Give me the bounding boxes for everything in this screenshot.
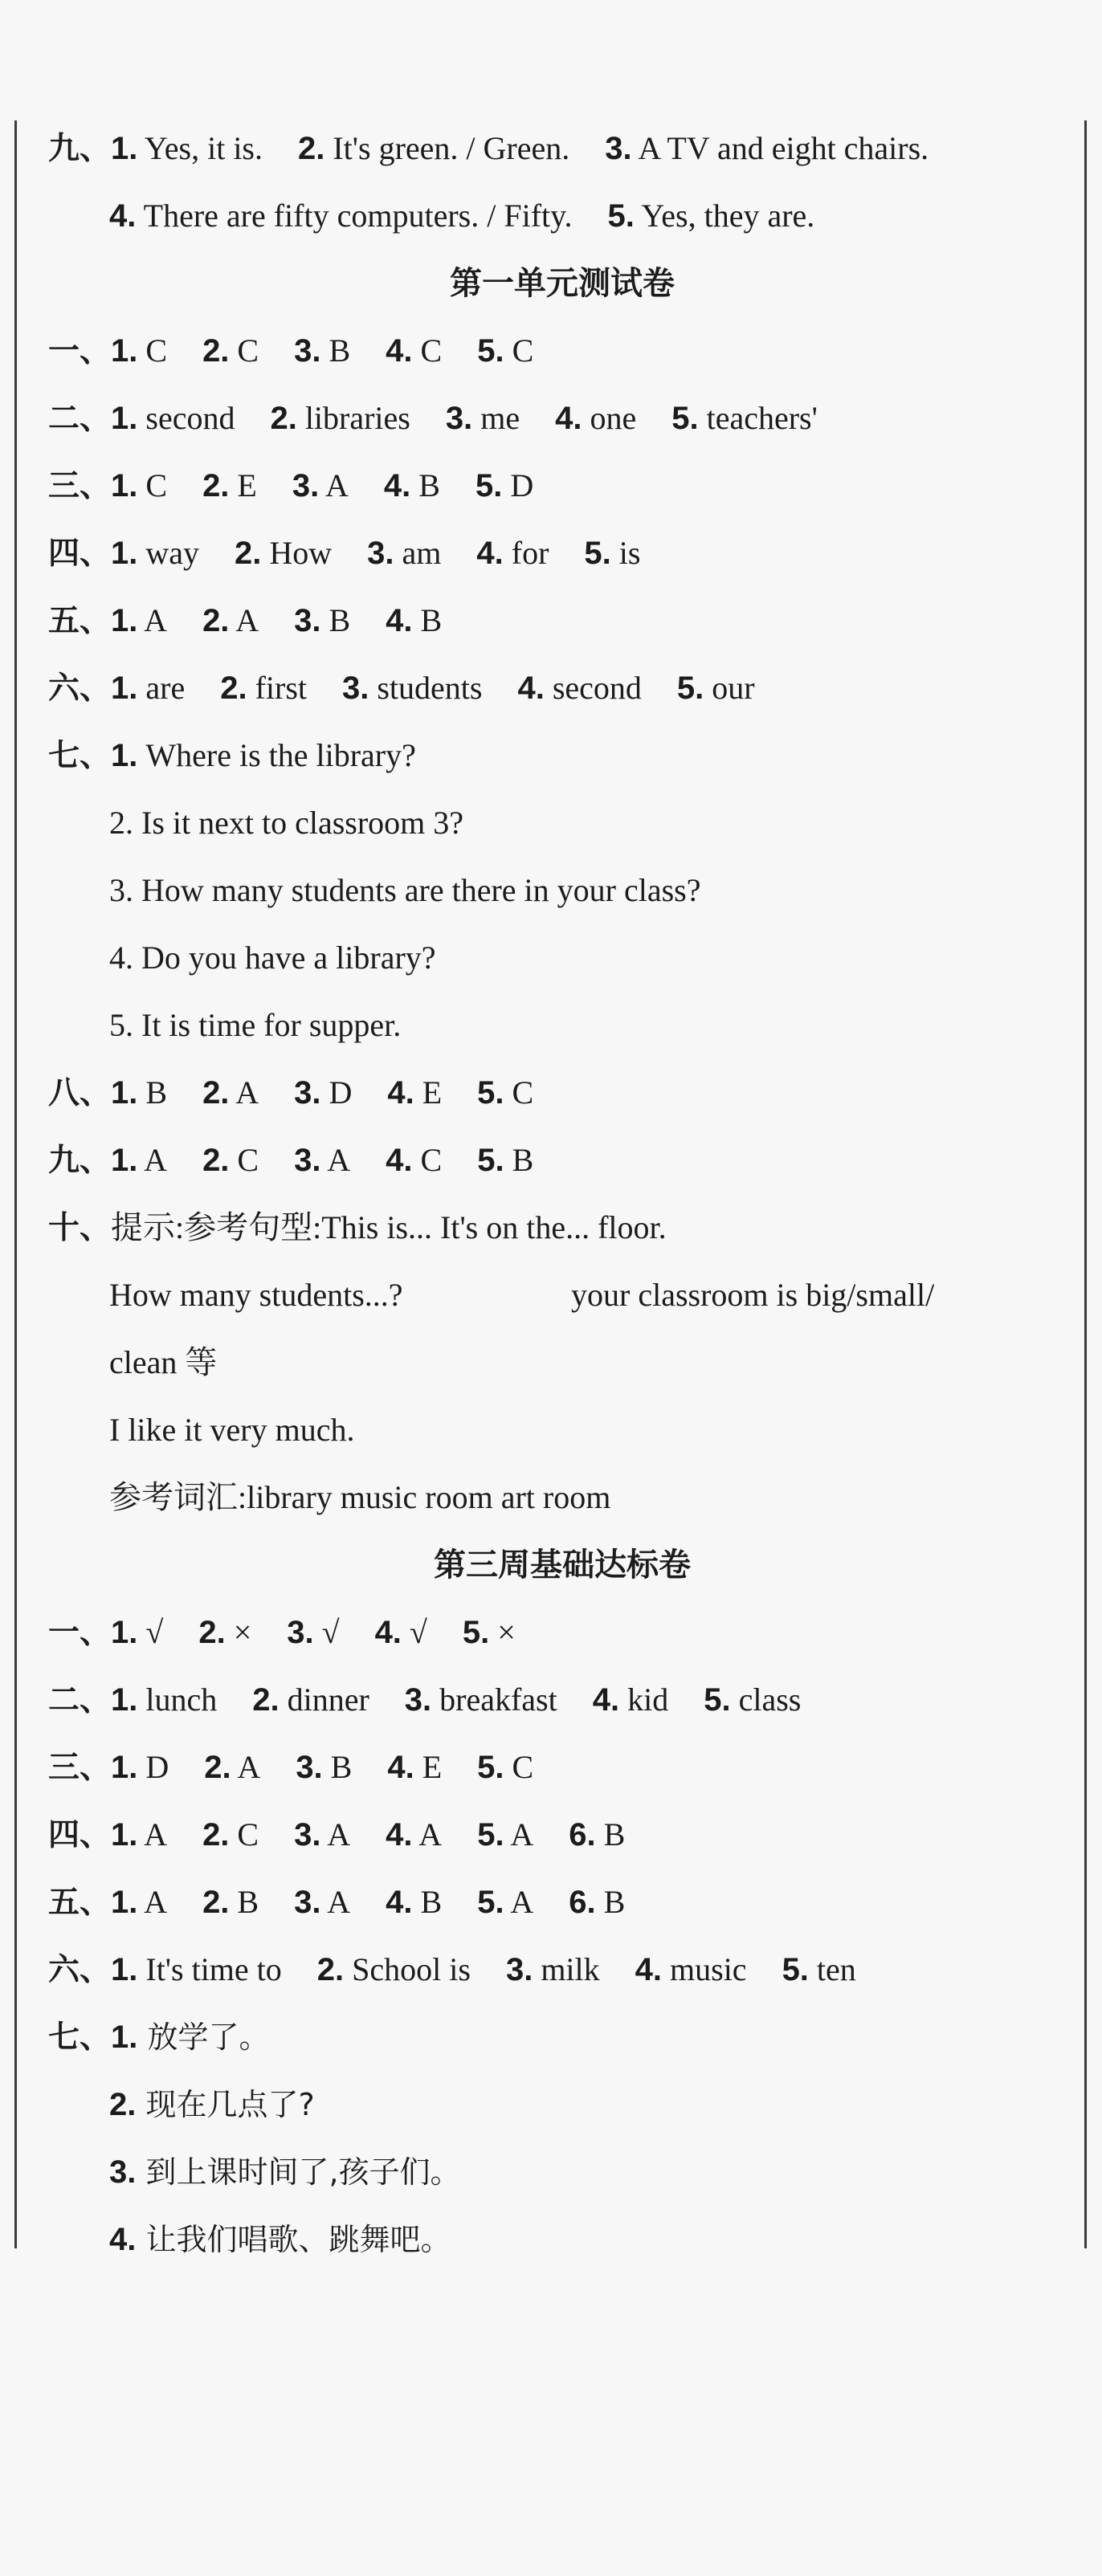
question-number: 1. (111, 670, 138, 706)
answer-text: second (544, 670, 642, 706)
question-number: 4. (476, 536, 504, 571)
week3-section-7-line1 (48, 2017, 269, 2058)
section-label: 八、 (48, 1075, 112, 1111)
answer-text: √ (313, 1614, 340, 1650)
answer-text: C (137, 332, 168, 369)
answer-text: C (504, 1749, 534, 1785)
question-number: 3. (294, 333, 321, 369)
question-number: 5. (477, 1075, 504, 1111)
section-label: 十、 (48, 1210, 112, 1246)
question-number: 2. (316, 1952, 345, 1987)
answer-item (111, 601, 167, 641)
question-number: 1. (111, 468, 138, 503)
question-number: 4. (386, 1143, 413, 1178)
section-label: 四、 (48, 536, 112, 572)
unit1-section-10-line1 (48, 1208, 667, 1249)
answer-text: is (610, 535, 641, 571)
question-number: 1. (111, 1143, 138, 1178)
section-label: 七、 (48, 2020, 112, 2056)
question-number: 1. (111, 536, 138, 571)
answer-item (446, 398, 520, 438)
unit1-section-8 (48, 1073, 533, 1114)
question-number: 3. (404, 1682, 432, 1718)
question-number: 4. (386, 1885, 413, 1920)
question-number: 1. (111, 1750, 138, 1785)
week3-section-7-line2 (109, 2085, 315, 2125)
answer-text: class (730, 1681, 802, 1718)
unit1-section-10-line3: clean 等 (109, 1344, 218, 1380)
answer-item (477, 331, 533, 371)
week3-section-4 (48, 1815, 625, 1856)
answer-item (477, 1815, 533, 1855)
question-number: 5. (477, 333, 504, 369)
top-section-9-line2 (109, 196, 814, 236)
question-number: 5. (676, 670, 704, 706)
section-label: 五、 (48, 1885, 112, 1921)
unit1-section-6 (48, 668, 755, 709)
answer-item (294, 1815, 350, 1855)
answer-text: School is (344, 1951, 471, 1987)
answer-item (477, 1747, 533, 1787)
question-number: 5. (477, 1750, 504, 1785)
answer-text: 提示:参考句型:This is... It's on the... floor. (111, 1209, 667, 1245)
section-label: 二、 (48, 1682, 112, 1718)
answer-text: ten (808, 1951, 856, 1987)
answer-text: B (320, 602, 351, 638)
question-number: 4. (386, 1817, 413, 1853)
question-number: 4. (387, 1750, 414, 1785)
unit1-section-10-line2 (109, 1275, 1073, 1315)
answer-text: A (320, 1142, 351, 1178)
question-number: 2. (220, 670, 247, 706)
answer-item (477, 1073, 533, 1113)
answer-text: A TV and eight chairs. (631, 130, 929, 166)
answer-item (386, 1815, 442, 1855)
answer-text: me (472, 400, 520, 436)
week3-section-5 (48, 1882, 625, 1923)
answer-item (111, 1950, 282, 1990)
question-number: 6. (569, 1885, 596, 1920)
answer-item (202, 1073, 259, 1113)
top-section-9-line1 (48, 128, 929, 169)
answer-text: milk (533, 1951, 600, 1987)
answer-text: D (137, 1749, 169, 1785)
question-number: 5. (671, 401, 699, 436)
week3-section-7-line4 (109, 2219, 451, 2260)
answer-item (111, 1073, 167, 1113)
answer-item (342, 668, 482, 708)
answer-item (386, 1882, 442, 1922)
unit1-section-7-line2: 2. Is it next to classroom 3? (109, 805, 464, 841)
answer-item (477, 1882, 533, 1922)
question-number: 2. (235, 536, 262, 571)
answer-text: C (137, 467, 168, 503)
answer-item (220, 668, 307, 708)
week3-section-7-line3 (109, 2152, 461, 2192)
answer-text: for (503, 535, 549, 571)
answer-text: A (320, 1816, 351, 1853)
unit1-section-2 (48, 398, 818, 439)
answer-item (111, 1140, 167, 1180)
question-number: 2. (202, 1817, 230, 1853)
answer-text: B (320, 332, 351, 369)
answer-item (292, 466, 349, 506)
answer-text: lunch (137, 1681, 218, 1718)
answer-text: √ (401, 1614, 427, 1650)
answer-item (375, 1612, 427, 1653)
answer-item (202, 331, 259, 371)
question-number: 5. (782, 1952, 809, 1987)
question-number: 1. (111, 738, 138, 773)
answer-text: A (137, 1884, 168, 1920)
question-number: 4. (635, 1952, 663, 1987)
question-number: 3. (445, 401, 473, 436)
answer-text: √ (137, 1614, 164, 1650)
question-number: 4. (592, 1682, 620, 1718)
section-label: 一、 (48, 333, 112, 369)
answer-text: B (504, 1142, 534, 1178)
question-number: 1. (111, 401, 138, 436)
answer-item (298, 128, 569, 169)
answer-text: A (229, 1074, 259, 1111)
answer-item (477, 1140, 533, 1180)
answer-text: C (504, 332, 534, 369)
answer-text: teachers' (698, 400, 818, 436)
question-number: 2. (202, 468, 230, 503)
unit1-section-7-line5: 5. It is time for supper. (109, 1007, 402, 1043)
answer-item (294, 1073, 352, 1113)
question-number: 2. (204, 1750, 231, 1785)
answer-text: C (229, 332, 259, 369)
answer-item (202, 601, 259, 641)
question-number: 4. (387, 1075, 414, 1111)
section-label: 三、 (48, 1750, 112, 1786)
week3-section-1 (48, 1612, 516, 1653)
question-number: 5. (584, 536, 611, 571)
answer-text: B (412, 602, 443, 638)
answer-text: Yes, it is. (137, 130, 263, 166)
answer-item (111, 1882, 167, 1922)
answer-text: second (137, 400, 235, 436)
answer-text: B (229, 1884, 259, 1920)
answer-text: It's green. / Green. (324, 130, 570, 166)
question-number: 4. (386, 333, 413, 369)
week3-section-3 (48, 1747, 533, 1788)
week3-title: 第三周基础达标卷 (434, 1547, 691, 1584)
answer-item (555, 398, 636, 438)
answer-text: 到上课时间了,孩子们。 (136, 2154, 461, 2190)
question-number: 3. (294, 1143, 321, 1178)
answer-text: D (320, 1074, 353, 1111)
question-number: 4. (109, 198, 137, 234)
answer-item (111, 398, 235, 438)
question-number: 1. (111, 2020, 138, 2055)
answer-item (476, 533, 549, 573)
question-number: 1. (111, 1817, 138, 1853)
unit1-section-10-line4: I like it very much. (109, 1412, 355, 1448)
question-number: 2. (270, 401, 297, 436)
unit1-section-7-line3: 3. How many students are there in your class? (109, 872, 701, 908)
answer-text: A (412, 1816, 443, 1853)
answer-text: × (489, 1614, 516, 1650)
answer-text: How many students...? (109, 1277, 403, 1313)
answer-item (235, 533, 332, 573)
answer-item (252, 1680, 369, 1720)
section-label: 二、 (48, 401, 112, 437)
answer-text: B (595, 1816, 626, 1853)
right-margin-rule (1084, 120, 1087, 2248)
answer-text: It's time to (137, 1951, 282, 1987)
unit1-section-1 (48, 331, 533, 372)
answer-item (584, 533, 640, 573)
answer-text: A (231, 1749, 261, 1785)
question-number: 5. (477, 1817, 504, 1853)
question-number: 2. (109, 2087, 137, 2122)
section-label: 五、 (48, 603, 112, 639)
answer-item (111, 128, 263, 169)
question-number: 3. (294, 1075, 321, 1111)
answer-item (111, 1680, 217, 1720)
answer-item (704, 1680, 801, 1720)
question-number: 3. (367, 536, 394, 571)
answer-item (405, 1680, 557, 1720)
question-number: 2. (202, 333, 230, 369)
answer-text: kid (619, 1681, 669, 1718)
answer-text: B (322, 1749, 353, 1785)
question-number: 2. (202, 603, 230, 638)
answer-text: C (229, 1816, 259, 1853)
answer-text: How (261, 535, 333, 571)
answer-item (569, 1882, 625, 1922)
question-number: 1. (111, 333, 138, 369)
answer-text: E (414, 1749, 443, 1785)
answer-text: our (704, 670, 755, 706)
question-number: 3. (505, 1952, 533, 1987)
question-number: 2. (202, 1143, 230, 1178)
answer-item (517, 668, 641, 708)
answer-text: C (229, 1142, 259, 1178)
question-number: 5. (477, 1143, 504, 1178)
question-number: 3. (294, 1885, 321, 1920)
answer-text: am (394, 535, 442, 571)
answer-text: libraries (296, 400, 410, 436)
answer-text: way (137, 535, 200, 571)
answer-text: B (595, 1884, 626, 1920)
answer-text: 让我们唱歌、跳舞吧。 (136, 2222, 451, 2257)
answer-item (204, 1747, 260, 1787)
answer-text: A (504, 1816, 534, 1853)
answer-item (202, 1815, 259, 1855)
answer-text: music (662, 1951, 747, 1987)
question-number: 5. (607, 198, 635, 234)
answer-item (782, 1950, 856, 1990)
answer-item (287, 1612, 339, 1653)
answer-item (296, 1747, 352, 1787)
question-number: 3. (109, 2154, 137, 2190)
question-number: 1. (111, 1615, 138, 1650)
answer-text: A (320, 1884, 351, 1920)
answer-item (677, 668, 755, 708)
question-number: 3. (287, 1615, 314, 1650)
question-number: 5. (475, 468, 503, 503)
section-label: 六、 (48, 1952, 112, 1988)
answer-text: students (369, 670, 483, 706)
question-number: 2. (298, 131, 325, 166)
answer-item (111, 533, 199, 573)
answer-item (294, 331, 350, 371)
answer-item (198, 1612, 251, 1653)
answer-item (463, 1612, 516, 1653)
question-number: 3. (296, 1750, 323, 1785)
week3-section-2 (48, 1680, 801, 1721)
answer-item (111, 668, 185, 708)
answer-text: C (412, 1142, 443, 1178)
question-number: 1. (111, 1952, 138, 1987)
question-number: 3. (294, 1817, 321, 1853)
answer-text: A (229, 602, 259, 638)
answer-item (317, 1950, 471, 1990)
answer-item (294, 1882, 350, 1922)
section-label: 三、 (48, 468, 112, 504)
question-number: 1. (111, 1885, 138, 1920)
answer-text: 放学了。 (137, 2020, 270, 2055)
question-number: 4. (109, 2222, 137, 2257)
answer-item (387, 1073, 442, 1113)
answer-text: A (137, 602, 168, 638)
answer-item (111, 1747, 169, 1787)
answer-text: first (247, 670, 307, 706)
answer-text: C (504, 1074, 534, 1111)
answer-item (475, 466, 533, 506)
answer-item (506, 1950, 600, 1990)
question-number: 5. (704, 1682, 731, 1718)
question-number: 1. (111, 603, 138, 638)
answer-text: Where is the library? (137, 737, 416, 773)
answer-item (294, 1140, 350, 1180)
question-number: 1. (111, 131, 138, 166)
answer-item (202, 466, 257, 506)
answer-item (202, 1140, 259, 1180)
left-margin-rule (14, 120, 17, 2248)
unit1-section-7-line1 (48, 736, 416, 776)
answer-item (605, 128, 929, 169)
answer-item (608, 196, 815, 236)
answer-text: A (319, 467, 349, 503)
question-number: 4. (386, 603, 413, 638)
answer-item (386, 331, 442, 371)
question-number: 4. (374, 1615, 402, 1650)
unit1-section-3 (48, 466, 533, 507)
question-number: 6. (569, 1817, 596, 1853)
question-number: 5. (462, 1615, 490, 1650)
answer-item (270, 398, 410, 438)
answer-item (384, 466, 440, 506)
answer-item (593, 1680, 668, 1720)
question-number: 2. (198, 1615, 226, 1650)
answer-text: breakfast (431, 1681, 557, 1718)
question-number: 2. (202, 1075, 230, 1111)
question-number: 3. (342, 670, 369, 706)
unit1-title: 第一单元测试卷 (450, 265, 675, 302)
answer-item (569, 1815, 625, 1855)
answer-item (111, 331, 167, 371)
answer-text: B (137, 1074, 168, 1111)
answer-text: B (410, 467, 440, 503)
question-number: 1. (111, 1075, 138, 1111)
answer-item (294, 601, 350, 641)
answer-item (386, 1140, 442, 1180)
answer-item (367, 533, 441, 573)
answer-text: There are fifty computers. / Fifty. (136, 198, 573, 234)
answer-text: A (504, 1884, 534, 1920)
unit1-section-7-line4: 4. Do you have a library? (109, 940, 436, 976)
answer-item (671, 398, 818, 438)
answer-item (111, 466, 167, 506)
question-number: 2. (252, 1682, 280, 1718)
answer-text: one (582, 400, 637, 436)
answer-text: E (229, 467, 257, 503)
question-number: 4. (555, 401, 582, 436)
answer-text: Yes, they are. (634, 198, 815, 234)
answer-text: dinner (279, 1681, 369, 1718)
answer-text: C (412, 332, 443, 369)
unit1-section-5 (48, 601, 442, 642)
answer-text: × (225, 1614, 252, 1650)
question-number: 4. (383, 468, 411, 503)
question-number: 3. (292, 468, 320, 503)
question-number: 5. (477, 1885, 504, 1920)
question-number: 3. (294, 603, 321, 638)
answer-text: your classroom is big/small/ (571, 1277, 935, 1313)
answer-text: are (137, 670, 186, 706)
question-number: 2. (202, 1885, 230, 1920)
week3-section-6 (48, 1950, 856, 1991)
question-number: 4. (517, 670, 545, 706)
question-number: 1. (111, 1682, 138, 1718)
answer-text: A (137, 1816, 168, 1853)
question-number: 3. (605, 131, 632, 166)
unit1-section-9 (48, 1140, 533, 1181)
answer-text: A (137, 1142, 168, 1178)
answer-item (386, 601, 442, 641)
section-label: 九、 (48, 131, 112, 167)
section-label: 七、 (48, 738, 112, 774)
section-label: 一、 (48, 1615, 112, 1651)
unit1-section-10-line5: 参考词汇:library music room art room (109, 1479, 611, 1515)
answer-item (202, 1882, 259, 1922)
answer-text: B (412, 1884, 443, 1920)
answer-item (635, 1950, 747, 1990)
answer-text: D (502, 467, 534, 503)
answer-item (109, 196, 573, 236)
section-label: 九、 (48, 1143, 112, 1179)
answer-item (111, 1612, 163, 1653)
answer-text: 现在几点了? (136, 2087, 315, 2122)
answer-item (387, 1747, 442, 1787)
unit1-section-4 (48, 533, 640, 574)
section-label: 四、 (48, 1817, 112, 1853)
section-label: 六、 (48, 670, 112, 707)
answer-item (111, 1815, 167, 1855)
answer-text: E (414, 1074, 443, 1111)
